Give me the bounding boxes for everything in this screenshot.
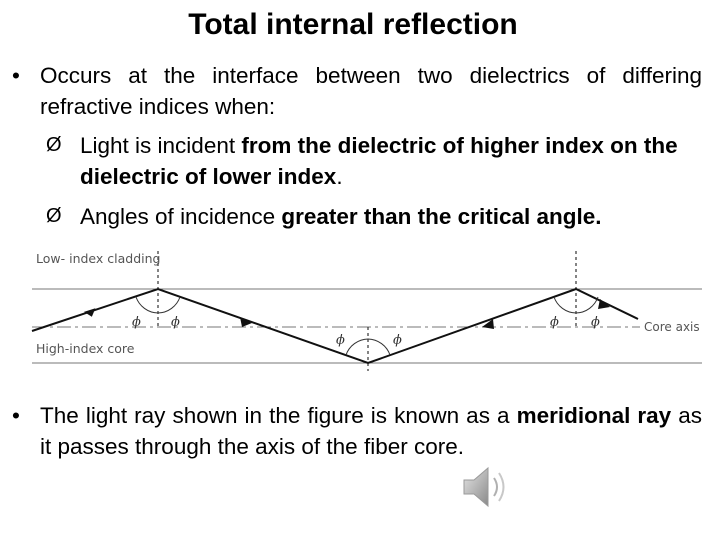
sub-bullet-text: Light is incident from the dielectric of higher index on the dielectric of lower index. [80, 133, 678, 189]
angle-label: ϕ [550, 315, 559, 330]
angle-label: ϕ [336, 333, 345, 348]
angle-arc [368, 339, 390, 355]
cladding-label: Low- index cladding [36, 251, 161, 266]
bullet-dot: • [12, 403, 20, 428]
angle-label: ϕ [591, 315, 600, 330]
angle-arc [576, 297, 598, 313]
bullet-text: Occurs at the interface between two dielectrics of differing refractive indices when: [40, 63, 702, 119]
angle-arc [346, 339, 368, 355]
slide-title: Total internal reflection [188, 8, 518, 41]
bullet-interface [12, 60, 702, 122]
angle-arc [158, 297, 180, 313]
angle-arc [554, 297, 576, 313]
fiber-ray-diagram [26, 247, 706, 372]
bullet-dot: • [12, 63, 20, 88]
sub-bullet-incidence [46, 130, 702, 192]
angle-label: ϕ [132, 315, 141, 330]
angle-label: ϕ [393, 333, 402, 348]
sub-bullet-text: Angles of incidence greater than the critical angle. [80, 204, 602, 229]
angle-arc [136, 297, 158, 313]
arrow-bullet-icon: Ø [46, 134, 62, 156]
sub-bullet-angles [46, 201, 702, 232]
core-axis-label: Core axis [644, 320, 700, 334]
bullet-text: The light ray shown in the figure is known as a meridional ray as it passes through the axis of the fiber core. [40, 403, 703, 459]
angle-label: ϕ [171, 315, 180, 330]
arrow-bullet-icon: Ø [46, 205, 62, 227]
bullet-meridional [12, 400, 702, 462]
core-label: High-index core [36, 341, 135, 356]
audio-speaker-icon[interactable] [458, 462, 514, 512]
